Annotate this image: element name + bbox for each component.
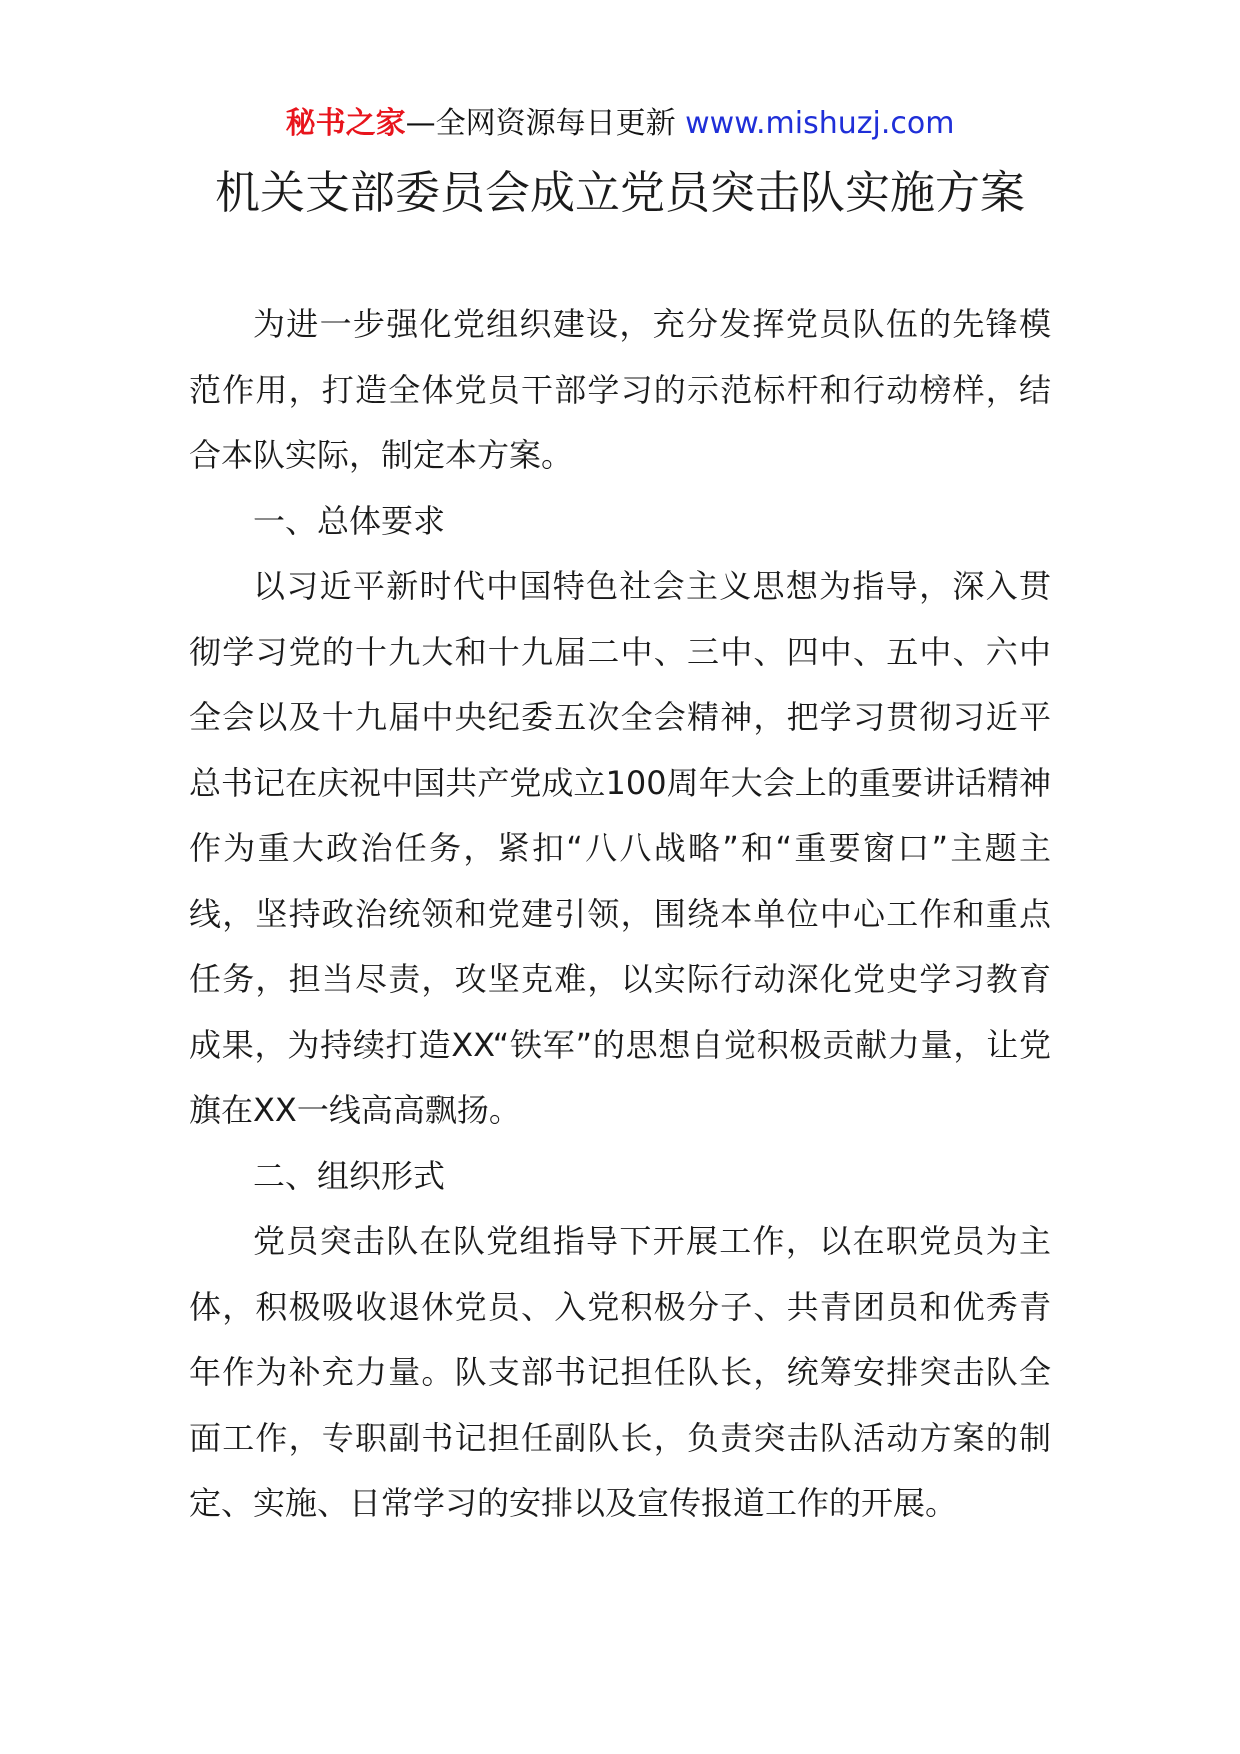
site-header — [0, 102, 1240, 146]
section-paragraph-organization-form: 党员突击队在队党组指导下开展工作，以在职党员为主体，积极吸收退休党员、入党积极分子、共青团员和优秀青年作为补充力量。队支部书记担任队长，统筹安排突击队全面工作，专职副书记担任副队长，负责突击队活动方案的制定、实施、日常学习的安排以及宣传报道工作的开展。 — [189, 1222, 1051, 1522]
section-heading-general-requirements: 一、总体要求 — [253, 501, 446, 540]
document-body — [189, 292, 1051, 1537]
site-tagline: —全网资源每日更新 — [405, 106, 676, 141]
section-heading-organization-form: 二、组织形式 — [253, 1156, 446, 1195]
section-paragraph-general-requirements: 以习近平新时代中国特色社会主义思想为指导，深入贯彻学习党的十九大和十九届二中、三中、四中、五中、六中全会以及十九届中央纪委五次全会精神，把学习贯彻习近平总书记在庆祝中国共产党成立100周年大会上的重要讲话精神作为重大政治任务，紧扣“八八战略”和“重要窗口”主题主线，坚持政治统领和党建引领，围绕本单位中心工作和重点任务，担当尽责，攻坚克难，以实际行动深化党史学习教育成果，为持续打造XX“铁军”的思想自觉积极贡献力量，让党旗在XX一线高高飘扬。 — [189, 567, 1051, 1129]
site-brand: 秘书之家 — [285, 106, 406, 141]
site-url-link[interactable]: www.mishuzj.com — [685, 106, 955, 141]
document-title: 机关支部委员会成立党员突击队实施方案 — [214, 166, 1025, 219]
intro-paragraph: 为进一步强化党组织建设，充分发挥党员队伍的先锋模范作用，打造全体党员干部学习的示范标杆和行动榜样，结合本队实际，制定本方案。 — [189, 305, 1051, 474]
